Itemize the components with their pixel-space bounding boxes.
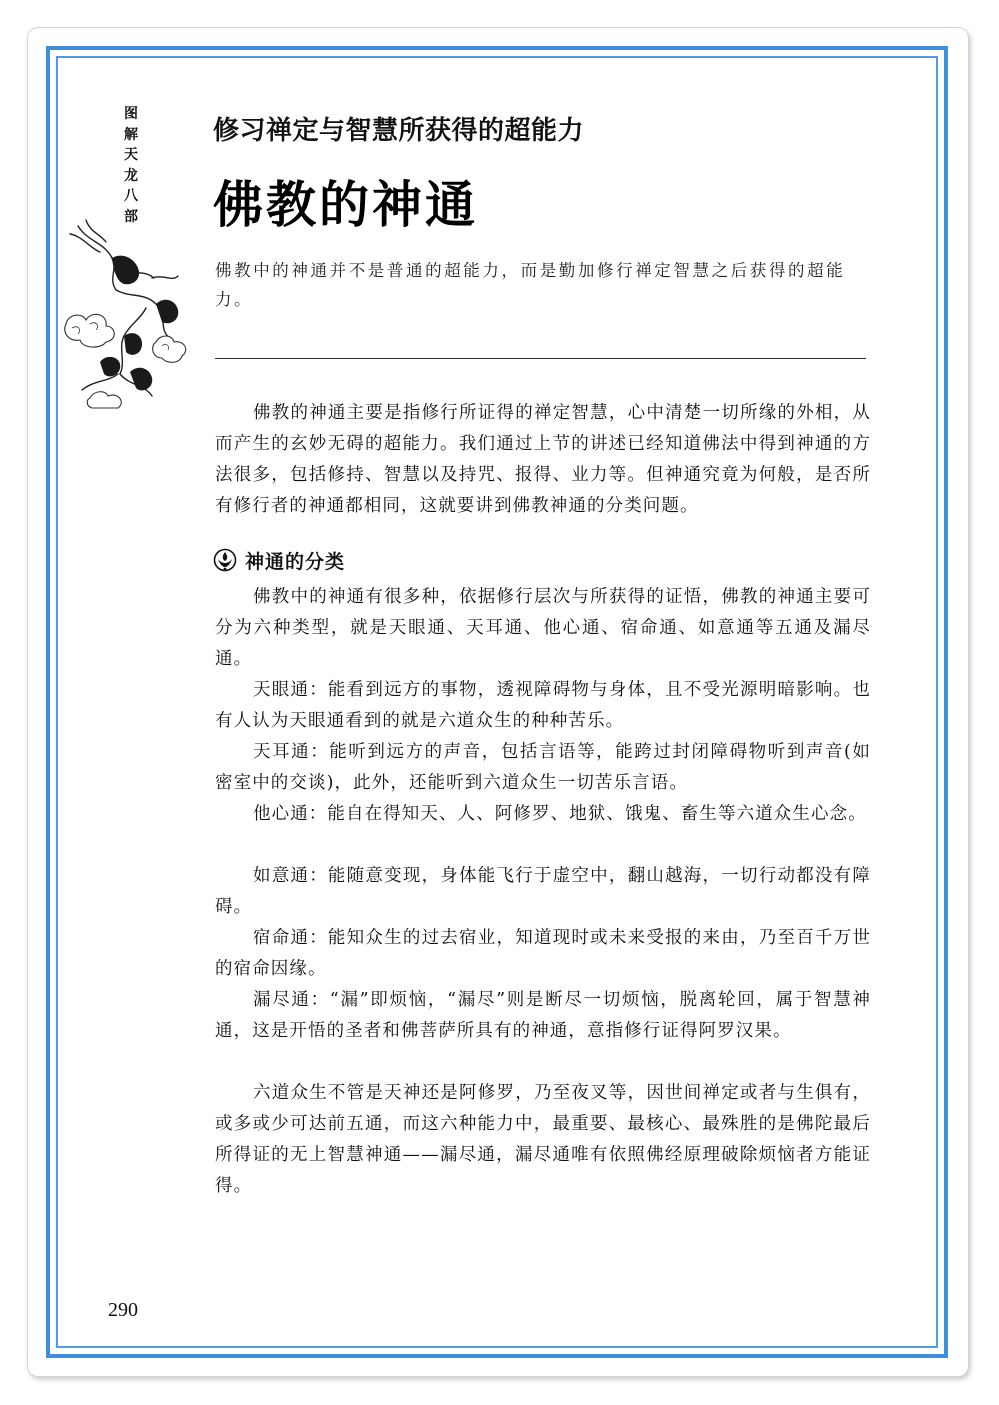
series-side-label xyxy=(122,104,140,227)
term-ruyi: 如意通：能随意变现，身体能飞行于虚空中，翻山越海，一切行动都没有障碍。 xyxy=(215,866,871,917)
page-number: 290 xyxy=(108,1299,138,1321)
section-heading-text: 神通的分类 xyxy=(245,550,346,573)
term-tianyan: 天眼通：能看到远方的事物，透视障碍物与身体，且不受光源明暗影响。也有人认为天眼通看到的就是六道众生的种种苦乐。 xyxy=(215,680,871,731)
intro-summary: 佛教中的神通并不是普通的超能力，而是勤加修行禅定智慧之后获得的超能力。 xyxy=(215,261,846,309)
side-label-char: 部 xyxy=(124,208,138,225)
side-label-char: 解 xyxy=(124,126,138,143)
section-heading xyxy=(213,546,345,574)
lotus-ornament-icon xyxy=(213,548,237,572)
side-label-char: 八 xyxy=(124,188,138,204)
section-paragraph: 佛教中的神通有很多种，依据修行层次与所获得的证悟，佛教的神通主要可分为六种类型，就是天眼通、天耳通、他心通、宿命通、如意通等五通及漏尽通。 xyxy=(215,587,871,669)
side-label-char: 龙 xyxy=(124,167,138,184)
page-subtitle: 修习禅定与智慧所获得的超能力 xyxy=(213,116,585,146)
term-taxin: 他心通：能自在得知天、人、阿修罗、地狱、饿鬼、畜生等六道众生心念。 xyxy=(253,804,867,824)
term-suming: 宿命通：能知众生的过去宿业，知道现时或未来受报的来由，乃至百千万世的宿命因缘。 xyxy=(215,928,871,979)
page-title: 佛教的神通 xyxy=(213,176,478,234)
dragon-illustration-icon xyxy=(60,212,200,412)
side-label-char: 天 xyxy=(124,147,138,163)
lead-paragraph: 佛教的神通主要是指修行所证得的禅定智慧，心中清楚一切所缘的外相，从而产生的玄妙无碍的超能力。我们通过上节的讲述已经知道佛法中得到神通的方法很多，包括修持、智慧以及持咒、报得、业力等。但神通究竟为何般，是否所有修行者的神通都相同，这就要讲到佛教神通的分类问题。 xyxy=(215,403,871,516)
closing-paragraph: 六道众生不管是天神还是阿修罗，乃至夜叉等，因世间禅定或者与生俱有，或多或少可达前五通，而这六种能力中，最重要、最核心、最殊胜的是佛陀最后所得证的无上智慧神通——漏尽通，漏尽通唯有依照佛经原理破除烦恼者方能证得。 xyxy=(215,1083,871,1196)
term-tianer: 天耳通：能听到远方的声音，包括言语等，能跨过封闭障碍物听到声音(如密室中的交谈)，此外，还能听到六道众生一切苦乐言语。 xyxy=(215,742,871,793)
term-loujin: 漏尽通：“漏”即烦恼，“漏尽”则是断尽一切烦恼，脱离轮回，属于智慧神通，这是开悟的圣者和佛菩萨所具有的神通，意指修行证得阿罗汉果。 xyxy=(215,990,871,1041)
side-label-char: 图 xyxy=(124,106,138,122)
divider-rule xyxy=(215,358,866,359)
